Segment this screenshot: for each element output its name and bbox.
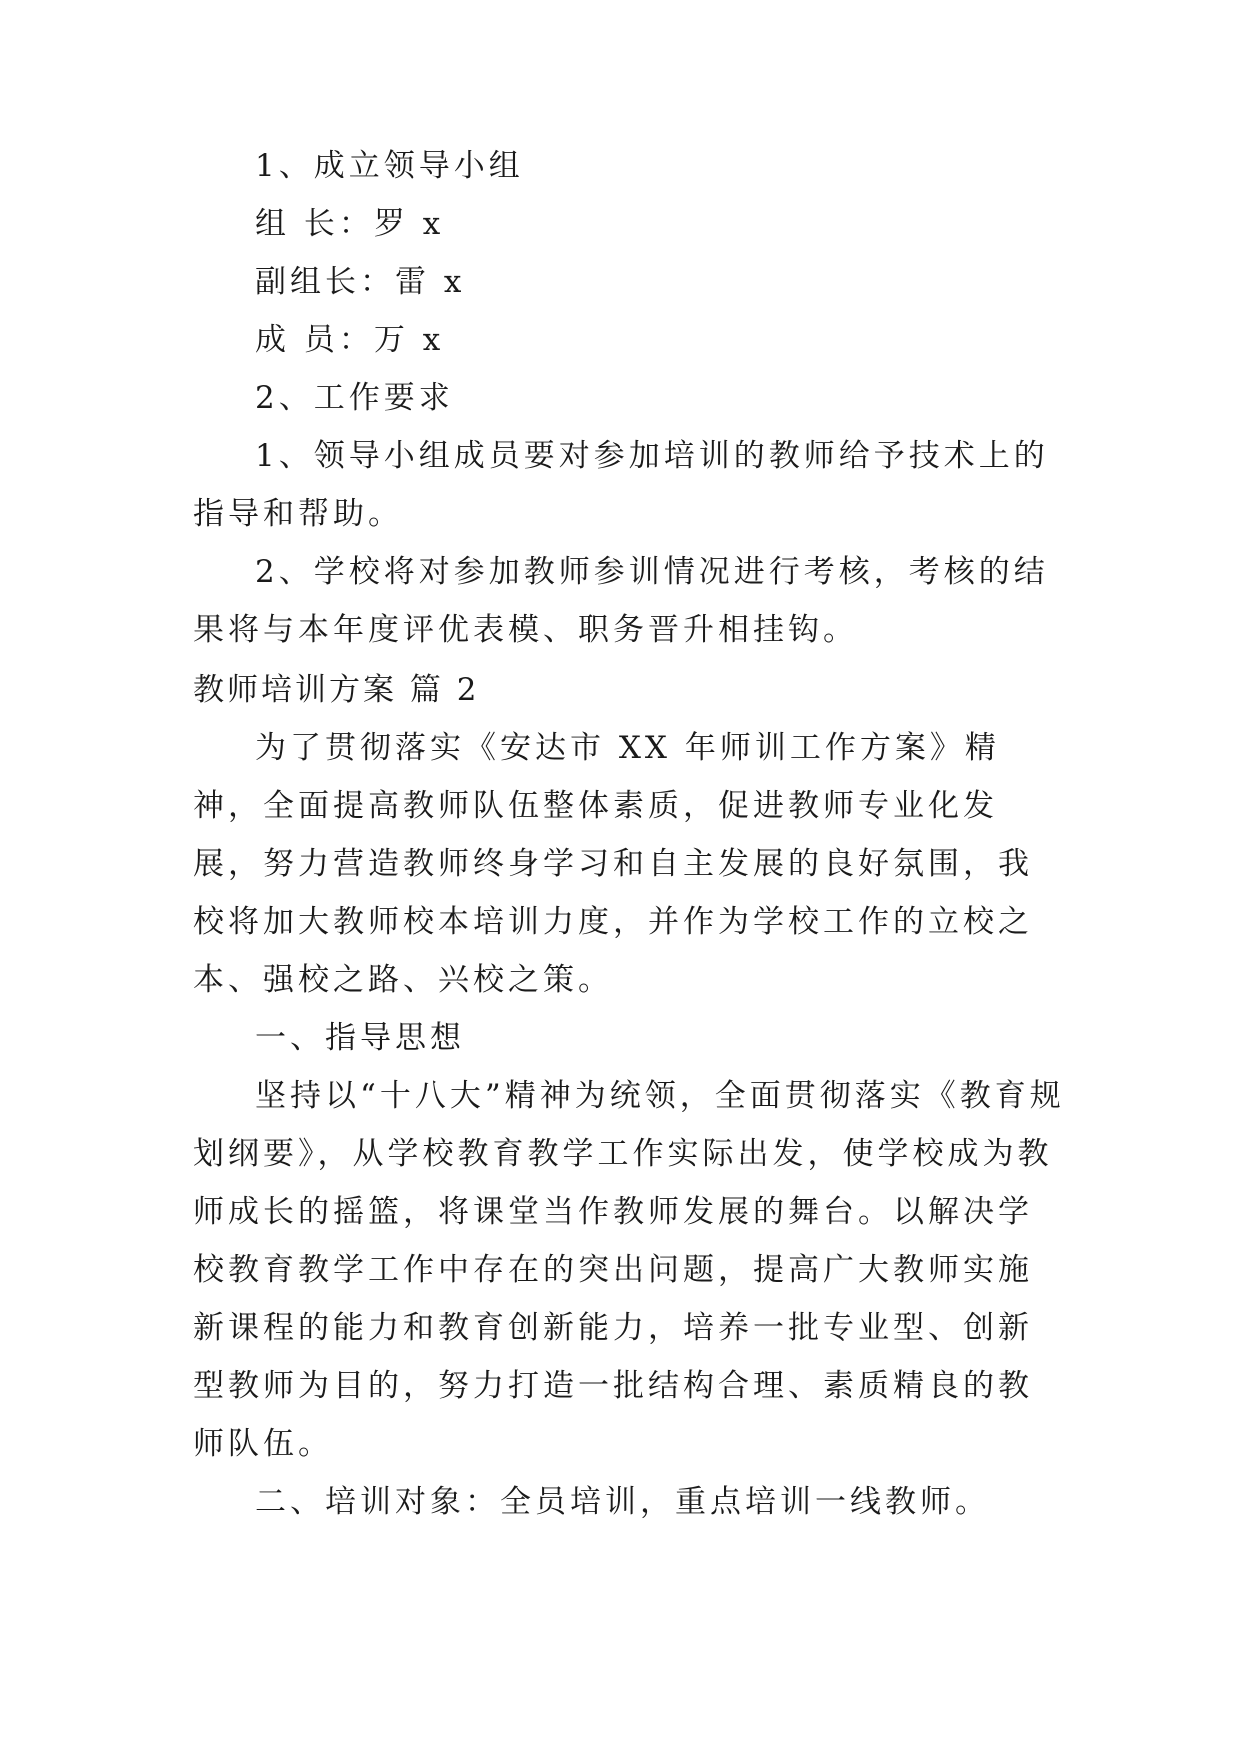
heading-training-target: 二、培训对象：全员培训，重点培训一线教师。 [255, 1484, 990, 1520]
item-form-group: 1、成立领导小组 [255, 148, 524, 184]
item-work-requirements: 2、工作要求 [255, 380, 454, 416]
members-line: 成 员：万 x [255, 322, 445, 358]
heading-guiding-ideology: 一、指导思想 [255, 1020, 465, 1056]
requirement-2: 2、学校将对参加教师参训情况进行考核，考核的结果将与本年度评优表模、职务晋升相挂钩。 [193, 554, 1049, 648]
deputy-leader-line: 副组长：雷 x [255, 264, 466, 300]
section-leadership [193, 137, 1065, 659]
intro-paragraph: 为了贯彻落实《安达市 XX 年师训工作方案》精神，全面提高教师队伍整体素质，促进教师专业化发展，努力营造教师终身学习和自主发展的良好氛围，我校将加大教师校本培训力度，并作为学校工作的立校之本、强校之路、兴校之策。 [193, 730, 1033, 998]
guiding-ideology-paragraph: 坚持以“十八大”精神为统领，全面贯彻落实《教育规划纲要》，从学校教育教学工作实际出发，使学校成为教师成长的摇篮，将课堂当作教师发展的舞台。以解决学校教育教学工作中存在的突出问题，提高广大教师实施新课程的能力和教育创新能力，培养一批专业型、创新型教师为目的，努力打造一批结构合理、素质精良的教师队伍。 [193, 1078, 1065, 1462]
section-plan-2 [193, 661, 1065, 1531]
requirement-1: 1、领导小组成员要对参加培训的教师给予技术上的指导和帮助。 [193, 438, 1049, 532]
section-title: 教师培训方案 篇 2 [193, 672, 480, 708]
group-leader-line: 组 长：罗 x [255, 206, 445, 242]
